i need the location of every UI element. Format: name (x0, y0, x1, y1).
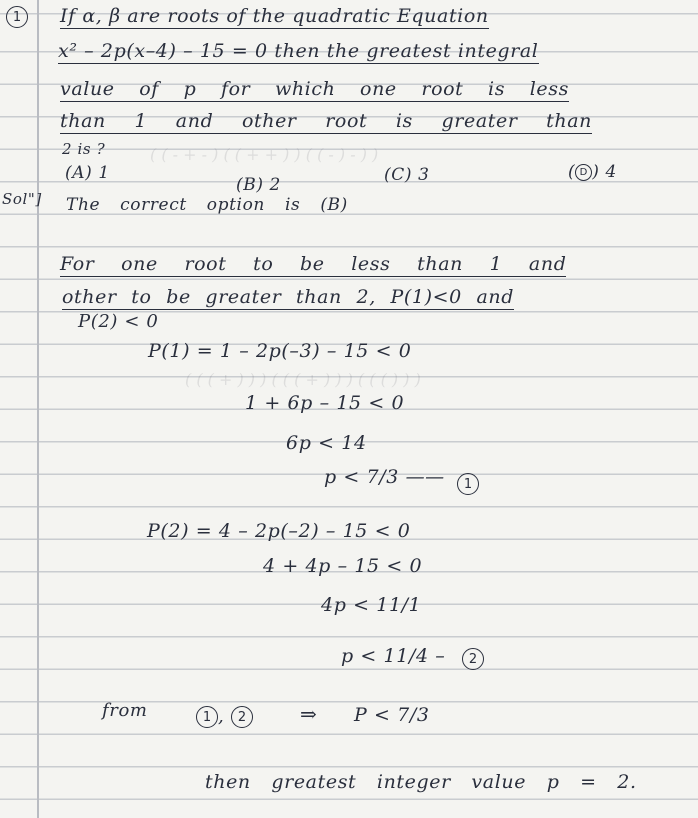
from-tag-2 (231, 706, 253, 728)
question-number-circle (6, 6, 28, 28)
conclusion-line: then greatest integer value p = 2. (205, 771, 637, 793)
p1-step-2: 1 + 6p – 15 < 0 (245, 392, 405, 414)
question-line-5: 2 is ? (62, 140, 106, 158)
option-d-circle (575, 164, 592, 181)
equation-tag-2-number: 2 (468, 651, 478, 667)
from-tag-2-number: 2 (237, 709, 247, 725)
question-number: 1 (12, 9, 22, 25)
equation-tag-1 (457, 473, 479, 495)
condition-line-3: P(2) < 0 (78, 311, 159, 332)
condition-line-2: other to be greater than 2, P(1)<0 and (62, 286, 514, 308)
condition-line-1: For one root to be less than 1 and (60, 253, 567, 275)
question-line-4: than 1 and other root is greater than (60, 110, 593, 132)
p2-step-2: 4 + 4p – 15 < 0 (263, 555, 423, 577)
question-line-1: If α, β are roots of the quadratic Equation (60, 5, 489, 27)
option-c: (C) 3 (384, 165, 430, 185)
option-a: (A) 1 (65, 163, 110, 183)
p1-step-1: P(1) = 1 – 2p(–3) – 15 < 0 (148, 340, 412, 362)
question-line-3: value of p for which one root is less (60, 78, 569, 100)
option-d: ( D ) 4 (568, 162, 617, 182)
equation-tag-1-number: 1 (463, 476, 473, 492)
option-b: (B) 2 (236, 175, 281, 195)
correct-option-line: The correct option is (B) (66, 195, 348, 215)
from-result: P < 7/3 (354, 704, 430, 726)
from-tag-1 (196, 706, 218, 728)
p2-step-1: P(2) = 4 – 2p(–2) – 15 < 0 (147, 520, 411, 542)
from-comma: , (218, 706, 225, 727)
bleed-through: ( ( - + - ) ( ( + + ) ) ( ( - ) - ) ) (150, 145, 379, 164)
margin-line (37, 0, 39, 818)
option-d-letter: D (579, 167, 588, 178)
solution-label: Sol"] (2, 190, 42, 208)
implies-arrow: ⇒ (300, 702, 318, 726)
p1-step-4: p < 7/3 —— (324, 466, 445, 488)
p2-step-4: p < 11/4 – (341, 645, 446, 667)
question-line-2: x² – 2p(x–4) – 15 = 0 then the greatest integral (58, 40, 539, 62)
from-tag-1-number: 1 (202, 709, 212, 725)
bleed-through: ( ( ( + ) ) ) ( ( ( + ) ) ) ( ( ( ) ) ) (185, 370, 421, 389)
equation-tag-2 (462, 648, 484, 670)
from-word: from (102, 700, 148, 721)
option-d-value: ) 4 (592, 162, 617, 182)
p2-step-3: 4p < 11/1 (321, 594, 422, 616)
p1-step-3: 6p < 14 (286, 432, 367, 454)
